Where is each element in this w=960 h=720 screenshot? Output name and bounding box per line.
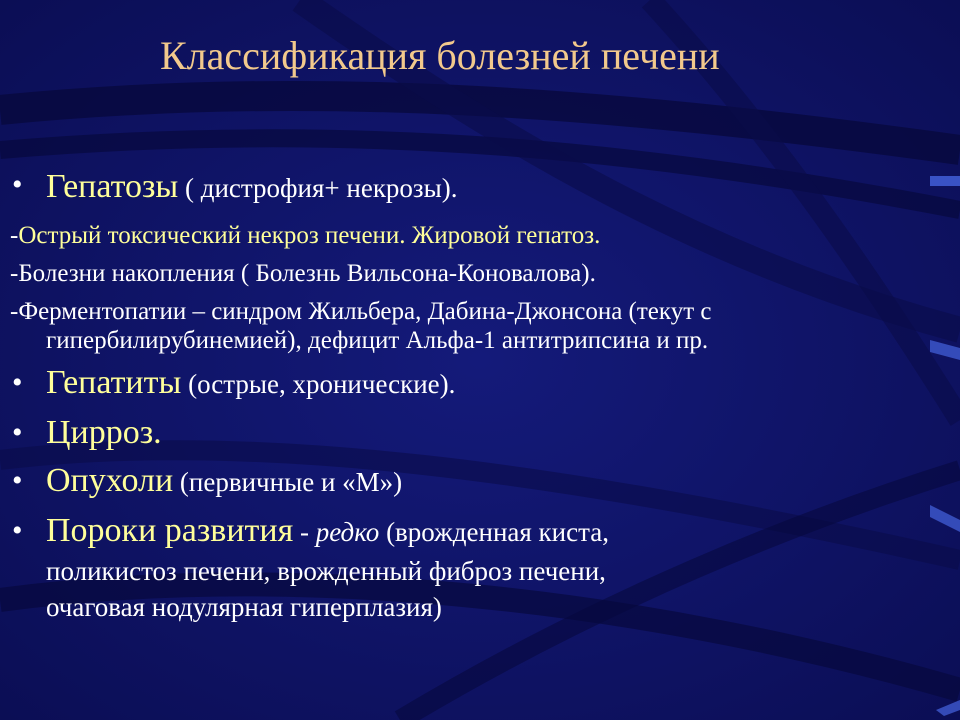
hepatoses-sub3-line1: -Ферментопатии – синдром Жильбера, Дабина-Джонсона (текут с [10, 298, 712, 325]
bullet-tumors: • [12, 464, 23, 497]
bullet-cirrhosis: • [12, 416, 23, 449]
item-hepatitis [46, 364, 455, 402]
item-malformations [46, 512, 609, 550]
cirrhosis-label: Цирроз. [46, 414, 162, 451]
malformations-note-line1: (врожденная киста, [379, 517, 609, 547]
malformations-note-line2: поликистоз печени, врожденный фиброз печени, [46, 556, 606, 586]
bullet-hepatitis: • [12, 366, 23, 399]
bullet-malformations: • [12, 514, 23, 547]
hepatitis-note: (острые, хронические). [181, 369, 456, 399]
hepatoses-sub1 [10, 222, 600, 250]
hepatoses-sub2: -Болезни накопления ( Болезнь Вильсона-Коновалова). [10, 260, 596, 287]
malformations-note-line3: очаговая нодулярная гиперплазия) [46, 592, 442, 622]
item-tumors [46, 462, 402, 500]
item-hepatoses [46, 168, 457, 206]
malformations-label: Пороки развития [46, 512, 294, 549]
slide-title: Классификация болезней печени [160, 33, 720, 78]
tumors-label: Опухоли [46, 462, 174, 499]
hepatoses-sub3-line2: гипербилирубинемией), дефицит Альфа-1 антитрипсина и пр. [46, 327, 709, 354]
hepatoses-note: ( дистрофия+ некрозы). [178, 173, 458, 203]
hepatitis-label: Гепатиты [46, 364, 182, 401]
hepatoses-sub1-text: Острый токсический некроз печени. Жировой гепатоз. [18, 222, 601, 249]
malformations-rare: редко [315, 517, 380, 547]
malformations-sep: - [293, 517, 316, 547]
hepatoses-sub1-dash: - [10, 222, 19, 249]
tumors-note: (первичные и «М») [173, 467, 403, 497]
item-cirrhosis [46, 414, 162, 452]
hepatoses-label: Гепатозы [46, 168, 179, 205]
bullet-hepatoses: • [12, 168, 23, 201]
